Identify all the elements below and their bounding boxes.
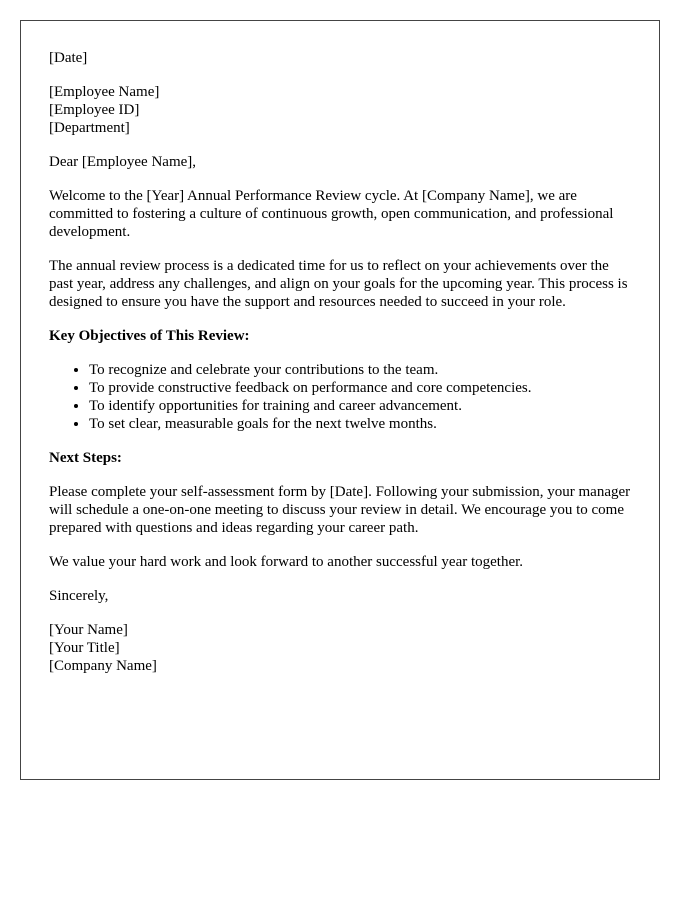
next-steps-paragraph: Please complete your self-assessment form by [Date]. Following your submission, your manager will schedule a one-on-one meeting to discuss your review in detail. We encourage you to come prepared with questions and ideas regarding your career path. — [49, 484, 631, 536]
signoff: Sincerely, — [49, 588, 109, 604]
recipient-block — [49, 83, 631, 137]
process-paragraph: The annual review process is a dedicated time for us to reflect on your achievements over the past year, address any challenges, and align on your goals for the upcoming year. This process is designed to ensure you have the support and resources needed to succeed in your role. — [49, 258, 628, 310]
sender-name: [Your Name] — [49, 622, 128, 638]
next-steps-heading: Next Steps: — [49, 450, 122, 466]
closing-paragraph: We value your hard work and look forward to another successful year together. — [49, 554, 524, 570]
recipient-id: [Employee ID] — [49, 102, 140, 118]
sender-block — [49, 621, 631, 675]
letter-date: [Date] — [49, 50, 88, 66]
objective-item: • To identify opportunities for training and career advancement. — [89, 397, 631, 415]
intro-paragraph: Welcome to the [Year] Annual Performance Review cycle. At [Company Name], we are committed to fostering a culture of continuous growth, open communication, and professional development. — [49, 188, 614, 240]
objectives-list — [49, 361, 631, 433]
objectives-heading: Key Objectives of This Review: — [49, 328, 250, 344]
recipient-name: [Employee Name] — [49, 84, 160, 100]
objective-item: • To provide constructive feedback on performance and core competencies. — [89, 379, 631, 397]
greeting: Dear [Employee Name], — [49, 154, 197, 170]
sender-company: [Company Name] — [49, 658, 157, 674]
recipient-department: [Department] — [49, 120, 130, 136]
letter-document — [20, 20, 660, 780]
objective-item: • To recognize and celebrate your contributions to the team. — [89, 361, 631, 379]
sender-title: [Your Title] — [49, 640, 120, 656]
objective-item: • To set clear, measurable goals for the next twelve months. — [89, 415, 631, 433]
